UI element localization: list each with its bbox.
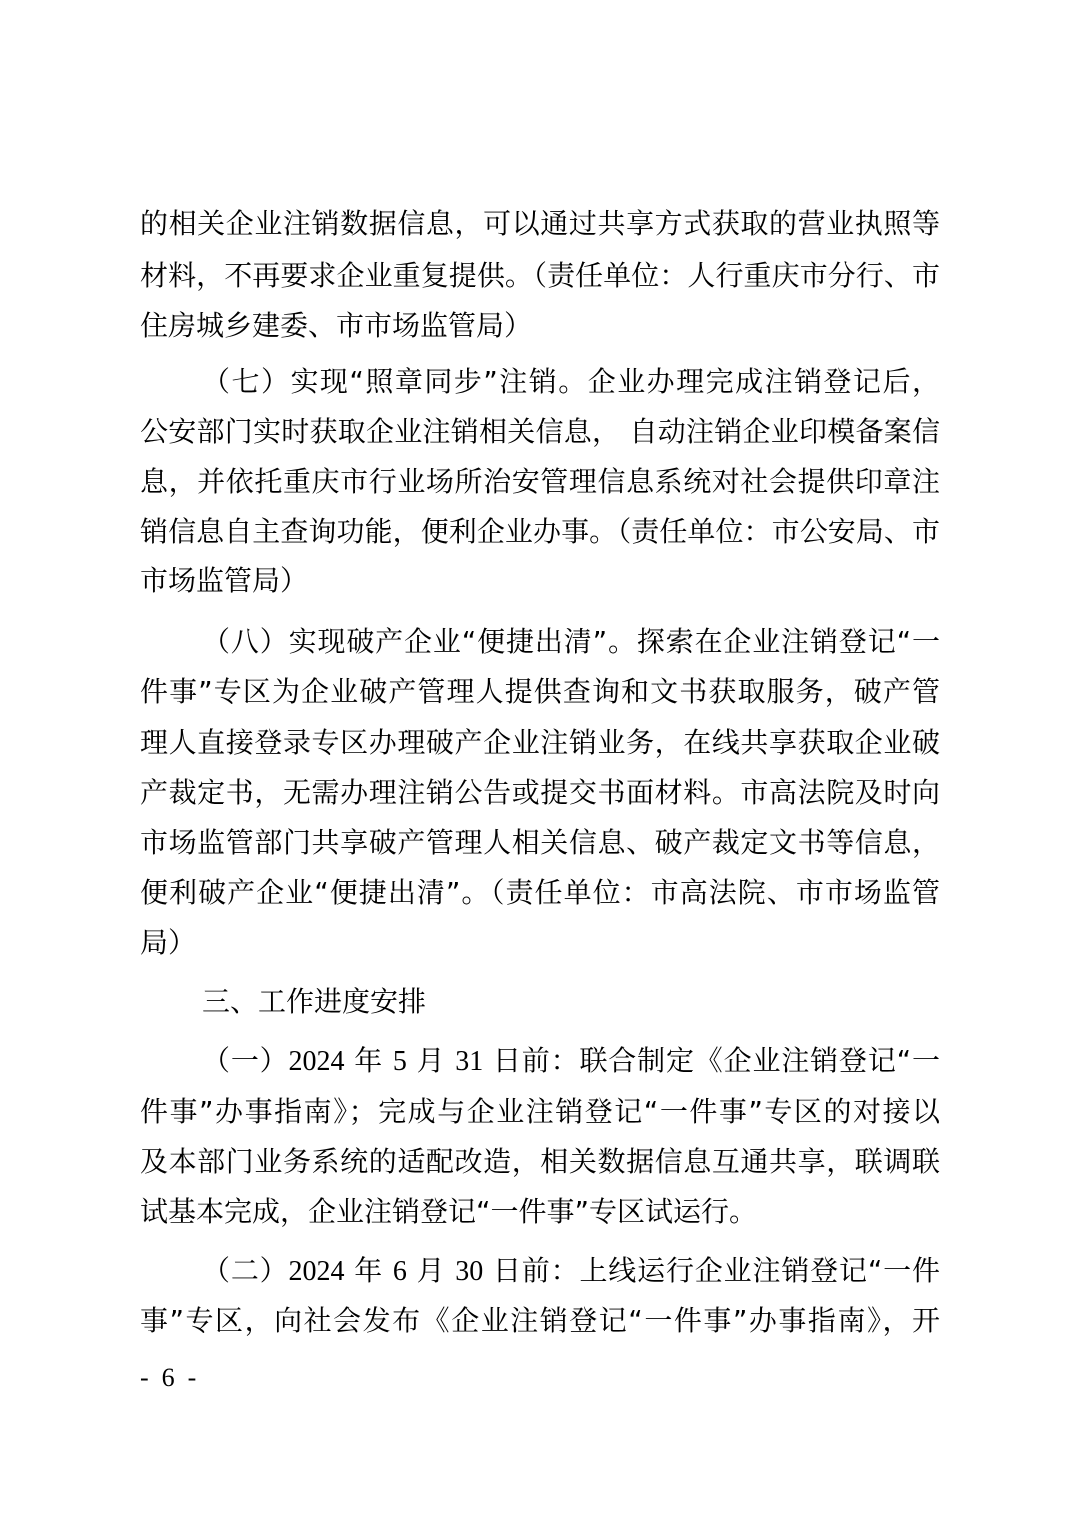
- paragraph-6-line-1: 的相关企业注销数据信息，可以通过共享方式获取的营业执照等: [140, 207, 940, 240]
- schedule-2-year: 2024: [288, 1256, 345, 1287]
- schedule-2-day: 30: [455, 1256, 484, 1287]
- paragraph-8-line-1: （八）实现破产企业“便捷出清”。探索在企业注销登记“一: [202, 625, 940, 658]
- schedule-2-year-unit: 年: [354, 1254, 384, 1287]
- schedule-2-line-2: 事”专区，向社会发布《企业注销登记“一件事”办事指南》，开: [140, 1304, 940, 1337]
- paragraph-7-line-2: 公安部门实时获取企业注销相关信息， 自动注销企业印模备案信: [140, 415, 940, 448]
- schedule-1-month-unit: 月: [416, 1044, 446, 1077]
- paragraph-8-line-4: 产裁定书，无需办理注销公告或提交书面材料。市高法院及时向: [140, 776, 940, 809]
- paragraph-7-line-5: 市场监管局）: [140, 564, 309, 597]
- section-3-heading: 三、工作进度安排: [202, 985, 427, 1018]
- schedule-1-line-4: 试基本完成，企业注销登记“一件事”专区试运行。: [140, 1195, 758, 1228]
- page-number: - 6 -: [140, 1363, 197, 1392]
- paragraph-8-line-3: 理人直接登录专区办理破产企业注销业务，在线共享获取企业破: [140, 726, 940, 759]
- schedule-1-prefix: （一）: [202, 1044, 289, 1077]
- paragraph-6-line-3: 住房城乡建委、市市场监管局）: [140, 309, 533, 342]
- schedule-1-day: 31: [455, 1046, 484, 1077]
- schedule-1-line-2: 件事”办事指南》；完成与企业注销登记“一件事”专区的对接以: [140, 1095, 940, 1128]
- schedule-1-month: 5: [392, 1046, 407, 1077]
- paragraph-8-line-5: 市场监管部门共享破产管理人相关信息、破产裁定文书等信息，: [140, 826, 940, 859]
- paragraph-8-line-2: 件事”专区为企业破产管理人提供查询和文书获取服务，破产管: [140, 675, 940, 708]
- schedule-1-year: 2024: [288, 1046, 345, 1077]
- schedule-2-prefix: （二）: [202, 1254, 289, 1287]
- paragraph-7-line-4: 销信息自主查询功能，便利企业办事。（责任单位：市公安局、市: [140, 515, 940, 548]
- schedule-1-line-1: [202, 1043, 940, 1080]
- paragraph-7-line-3: 息，并依托重庆市行业场所治安管理信息系统对社会提供印章注: [140, 465, 940, 498]
- schedule-2-rest: 日前：上线运行企业注销登记“一件: [492, 1254, 940, 1287]
- paragraph-8-line-7: 局）: [140, 926, 197, 959]
- schedule-2-month: 6: [392, 1256, 407, 1287]
- schedule-2-month-unit: 月: [416, 1254, 446, 1287]
- schedule-1-year-unit: 年: [354, 1044, 384, 1077]
- schedule-1-rest: 日前：联合制定《企业注销登记“一: [492, 1044, 940, 1077]
- paragraph-7-line-1: （七）实现“照章同步”注销。企业办理完成注销登记后，: [202, 365, 940, 398]
- paragraph-8-line-6: 便利破产企业“便捷出清”。（责任单位：市高法院、市市场监管: [140, 876, 940, 909]
- schedule-1-line-3: 及本部门业务系统的适配改造，相关数据信息互通共享，联调联: [140, 1145, 940, 1178]
- schedule-2-line-1: [202, 1253, 940, 1290]
- paragraph-6-line-2: 材料，不再要求企业重复提供。（责任单位：人行重庆市分行、市: [140, 259, 940, 292]
